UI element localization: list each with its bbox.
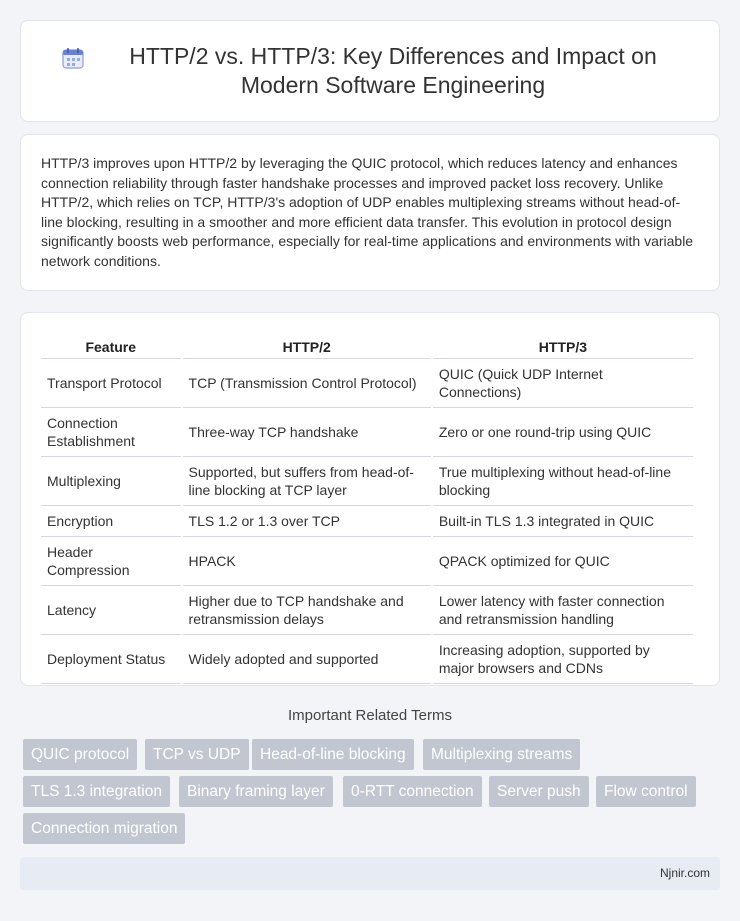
feature-cell: Encryption (41, 506, 181, 537)
related-term-tag[interactable]: Binary framing layer (179, 776, 333, 807)
table-row (41, 408, 693, 457)
footer-source: Njnir.com (659, 866, 710, 880)
table-row (41, 506, 693, 537)
table-header-row (41, 333, 693, 359)
header-http3: HTTP/3 (433, 333, 693, 359)
related-term-tag[interactable]: Server push (489, 776, 589, 807)
related-term-tag[interactable]: QUIC protocol (23, 739, 137, 770)
related-term-tag[interactable]: Multiplexing streams (423, 739, 580, 770)
http2-cell: Supported, but suffers from head-of-line blocking at TCP layer (183, 457, 431, 506)
http2-cell: TCP (Transmission Control Protocol) (183, 359, 431, 408)
related-term-tag[interactable]: Head-of-line blocking (252, 739, 414, 770)
related-term-tag[interactable]: TCP vs UDP (145, 739, 249, 770)
http3-cell: Zero or one round-trip using QUIC (433, 408, 693, 457)
http3-cell: Built-in TLS 1.3 integrated in QUIC (433, 506, 693, 537)
feature-cell: Transport Protocol (41, 359, 181, 408)
feature-cell: Header Compression (41, 537, 181, 586)
related-term-tag[interactable]: TLS 1.3 integration (23, 776, 170, 807)
intro-card (20, 134, 720, 291)
related-term-tag[interactable]: Flow control (596, 776, 696, 807)
comparison-table-card (20, 312, 720, 686)
feature-cell: Latency (41, 586, 181, 635)
table-row (41, 457, 693, 506)
http2-cell: Widely adopted and supported (183, 635, 431, 684)
http2-cell: Higher due to TCP handshake and retransmission delays (183, 586, 431, 635)
table-row (41, 635, 693, 684)
http3-cell: Increasing adoption, supported by major browsers and CDNs (433, 635, 693, 684)
intro-paragraph: HTTP/3 improves upon HTTP/2 by leveraging the QUIC protocol, which reduces latency and enhances connection reliability through faster handshake processes and improved packet loss recovery. Unlike HTTP/2, which relies on TCP, HTTP/3's adoption of UDP enables multiplexing streams without head-of-line blocking, resulting in a smoother and more efficient data transfer. This evolution in protocol design significantly boosts web performance, especially for real-time applications and environments with variable network conditions. (41, 155, 694, 269)
comparison-table (39, 333, 695, 684)
http3-cell: Lower latency with faster connection and retransmission handling (433, 586, 693, 635)
table-row (41, 359, 693, 408)
related-terms-heading: Important Related Terms (288, 707, 452, 724)
feature-cell: Multiplexing (41, 457, 181, 506)
http3-cell: QPACK optimized for QUIC (433, 537, 693, 586)
page-title: HTTP/2 vs. HTTP/3: Key Differences and Impact on Modern Software Engineering (129, 43, 657, 98)
feature-cell: Connection Establishment (41, 408, 181, 457)
http2-cell: TLS 1.2 or 1.3 over TCP (183, 506, 431, 537)
related-term-tag[interactable]: 0-RTT connection (343, 776, 482, 807)
table-row (41, 537, 693, 586)
feature-cell: Deployment Status (41, 635, 181, 684)
footer (20, 857, 720, 890)
http2-cell: HPACK (183, 537, 431, 586)
calendar-icon (61, 46, 85, 70)
header-http2: HTTP/2 (183, 333, 431, 359)
http3-cell: QUIC (Quick UDP Internet Connections) (433, 359, 693, 408)
header-feature: Feature (41, 333, 181, 359)
http3-cell: True multiplexing without head-of-line blocking (433, 457, 693, 506)
related-term-tag[interactable]: Connection migration (23, 813, 185, 844)
title-card (20, 20, 720, 122)
table-row (41, 586, 693, 635)
http2-cell: Three-way TCP handshake (183, 408, 431, 457)
